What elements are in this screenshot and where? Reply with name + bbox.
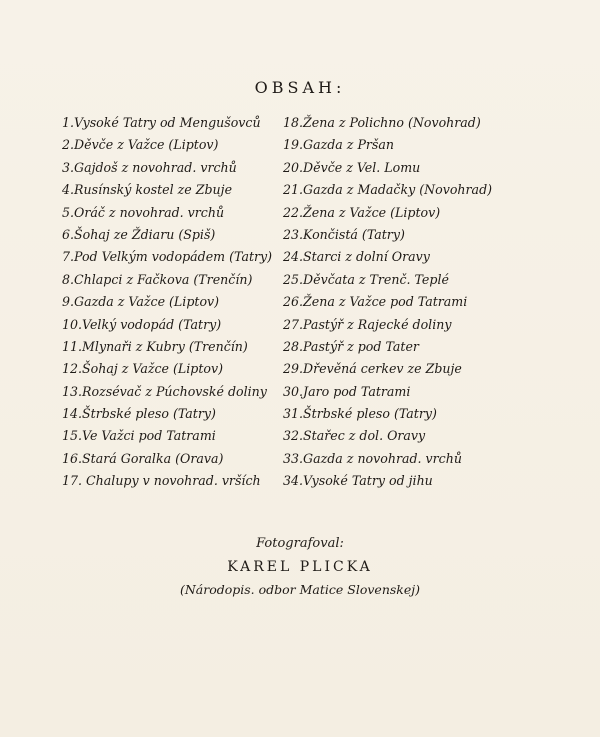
contents-item: 1.Vysoké Tatry od Mengušovců — [62, 115, 261, 130]
contents-item: 10.Velký vodopád (Tatry) — [62, 316, 222, 332]
contents-item: 6.Šohaj ze Ždiaru (Spiš) — [62, 226, 216, 242]
photographed-by-label: Fotografoval: — [256, 536, 344, 551]
contents-item: 12.Šohaj z Važce (Liptov) — [62, 361, 224, 377]
contents-item: 7.Pod Velkým vodopádem (Tatry) — [62, 249, 273, 265]
contents-item: 9.Gazda z Važce (Liptov) — [62, 294, 220, 310]
contents-item: 8.Chlapci z Fačkova (Trenčín) — [62, 271, 253, 287]
contents-heading: OBSAH: — [254, 78, 346, 97]
contents-list-right — [283, 112, 492, 493]
contents-item: 17. Chalupy v novohrad. vrších — [62, 473, 261, 489]
contents-item: 21.Gazda z Madačky (Novohrad) — [283, 182, 493, 198]
contents-item: 26.Žena z Važce pod Tatrami — [283, 294, 468, 310]
contents-item: 14.Štrbské pleso (Tatry) — [62, 406, 216, 422]
contents-item: 33.Gazda z novohrad. vrchů — [283, 450, 462, 466]
contents-item: 34.Vysoké Tatry od jihu — [283, 473, 433, 489]
contents-item: 11.Mlynaři z Kubry (Trenčín) — [62, 338, 248, 354]
contents-item: 18.Žena z Polichno (Novohrad) — [283, 115, 481, 130]
contents-item: 23.Končistá (Tatry) — [283, 226, 405, 242]
contents-item: 22.Žena z Važce (Liptov) — [283, 204, 441, 220]
contents-item: 24.Starci z dolní Oravy — [283, 249, 430, 265]
contents-item: 3.Gajdoš z novohrad. vrchů — [62, 159, 237, 175]
contents-item: 29.Dřevěná cerkev ze Zbuje — [283, 361, 462, 377]
contents-item: 15.Ve Važci pod Tatrami — [62, 428, 216, 444]
contents-item: 2.Děvče z Važce (Liptov) — [62, 137, 219, 153]
contents-item: 4.Rusínský kostel ze Zbuje — [62, 182, 233, 198]
contents-item: 19.Gazda z Pršan — [283, 137, 395, 153]
contents-item: 25.Děvčata z Trenč. Teplé — [283, 271, 449, 287]
contents-item: 28.Pastýř z pod Tater — [283, 338, 419, 354]
contents-item: 31.Štrbské pleso (Tatry) — [283, 406, 437, 422]
contents-item: 16.Stará Goralka (Orava) — [62, 450, 224, 466]
contents-item: 27.Pastýř z Rajecké doliny — [283, 316, 452, 332]
organization-note: (Národopis. odbor Matice Slovenskej) — [179, 582, 421, 597]
contents-list-left — [62, 112, 272, 493]
contents-item: 30.Jaro pod Tatrami — [283, 383, 411, 399]
contents-item: 13.Rozsévač z Púchovské doliny — [62, 383, 267, 399]
contents-item: 5.Oráč z novohrad. vrchů — [62, 204, 225, 220]
contents-item: 32.Stařec z dol. Oravy — [283, 428, 426, 444]
credits-block — [0, 533, 600, 601]
contents-item: 20.Děvče z Vel. Lomu — [283, 159, 421, 175]
author-name: KAREL PLICKA — [227, 559, 373, 575]
